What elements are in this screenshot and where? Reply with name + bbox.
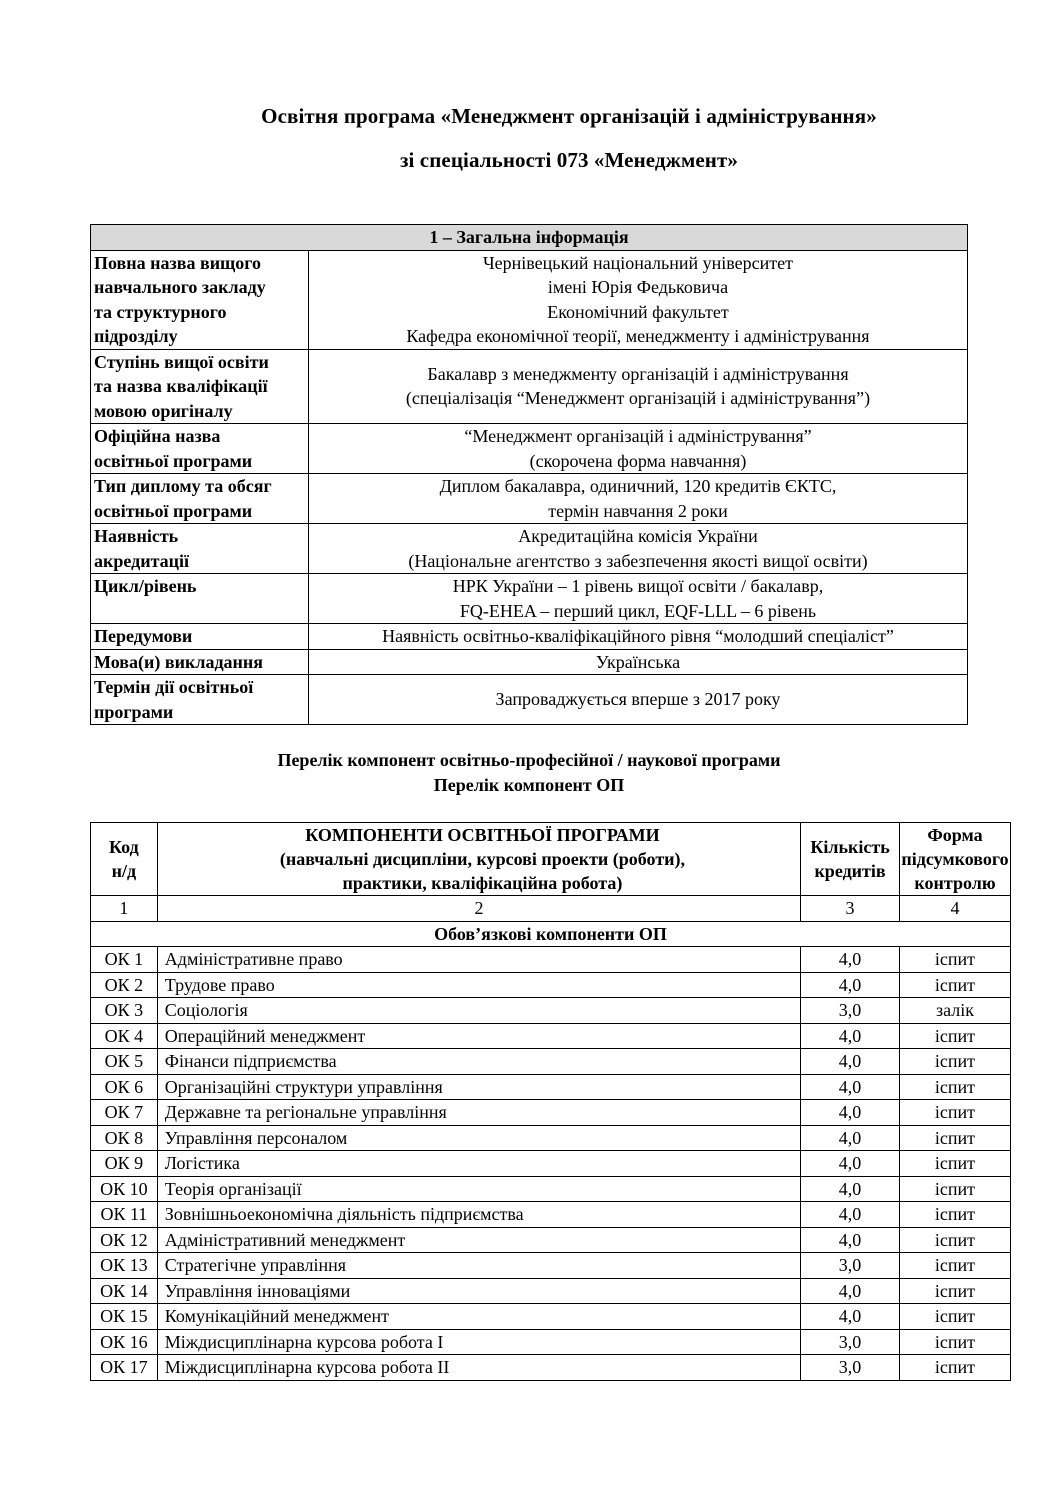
general-info-label xyxy=(91,424,309,474)
general-info-label xyxy=(91,574,309,624)
component-control-form: іспит xyxy=(899,1304,1010,1330)
component-credits: 4,0 xyxy=(801,1100,900,1126)
component-control-form: іспит xyxy=(899,1100,1010,1126)
component-control-form: іспит xyxy=(899,947,1010,973)
table-row xyxy=(91,1049,1011,1075)
component-code: ОК 5 xyxy=(91,1049,158,1075)
value-line: Акредитаційна комісія України xyxy=(518,526,758,546)
component-control-form: залік xyxy=(899,998,1010,1024)
value-line: Наявність освітньо-кваліфікаційного рівня “молодший спеціаліст” xyxy=(382,626,894,646)
component-code: ОК 4 xyxy=(91,1023,158,1049)
component-code: ОК 11 xyxy=(91,1202,158,1228)
general-info-label xyxy=(91,675,309,725)
component-name: Адміністративний менеджмент xyxy=(157,1227,800,1253)
label-line: Наявність xyxy=(94,526,179,546)
label-line: навчального закладу xyxy=(94,277,266,297)
general-info-label xyxy=(91,474,309,524)
general-info-value xyxy=(309,574,968,624)
general-info-value xyxy=(309,649,968,675)
general-info-value xyxy=(309,424,968,474)
component-credits: 4,0 xyxy=(801,1023,900,1049)
component-name: Державне та регіональне управління xyxy=(157,1100,800,1126)
component-code: ОК 9 xyxy=(91,1151,158,1177)
column-number: 3 xyxy=(801,896,900,922)
general-info-row xyxy=(91,675,968,725)
header-line: КОМПОНЕНТИ ОСВІТНЬОЇ ПРОГРАМИ xyxy=(305,825,660,845)
value-line: FQ-EHEA – перший цикл, EQF-LLL – 6 рівень xyxy=(459,600,817,621)
component-control-form: іспит xyxy=(899,1202,1010,1228)
section-row xyxy=(91,921,1011,947)
document-subtitle: зі спеціальності 073 «Менеджмент» xyxy=(399,148,739,172)
general-info-row xyxy=(91,424,968,474)
label-line: акредитації xyxy=(94,550,190,571)
value-line: імені Юрія Федьковича xyxy=(547,277,729,297)
component-name: Управління персоналом xyxy=(157,1125,800,1151)
component-control-form: іспит xyxy=(899,1253,1010,1279)
component-control-form: іспит xyxy=(899,1074,1010,1100)
value-line: Економічний факультет xyxy=(547,301,729,322)
component-name: Організаційні структури управління xyxy=(157,1074,800,1100)
component-name: Трудове право xyxy=(157,972,800,998)
component-credits: 4,0 xyxy=(801,947,900,973)
component-code: ОК 17 xyxy=(91,1355,158,1381)
header-line: контролю xyxy=(914,873,996,893)
component-name: Операційний менеджмент xyxy=(157,1023,800,1049)
general-info-value xyxy=(309,474,968,524)
general-info-header-row xyxy=(91,225,968,251)
table-row xyxy=(91,947,1011,973)
general-info-label xyxy=(91,624,309,650)
component-credits: 4,0 xyxy=(801,1278,900,1304)
component-control-form: іспит xyxy=(899,1176,1010,1202)
label-line: Ступінь вищої освіти xyxy=(94,351,269,372)
component-code: ОК 12 xyxy=(91,1227,158,1253)
header-line: Кількість xyxy=(810,837,890,857)
general-info-row xyxy=(91,349,968,424)
label-line: та структурного xyxy=(94,301,227,322)
label-line: Офіційна назва xyxy=(94,426,221,446)
general-info-label xyxy=(91,250,309,349)
component-credits: 4,0 xyxy=(801,1202,900,1228)
component-code: ОК 16 xyxy=(91,1329,158,1355)
component-name: Адміністративне право xyxy=(157,947,800,973)
component-code: ОК 1 xyxy=(91,947,158,973)
component-name: Теорія організації xyxy=(157,1176,800,1202)
table-row xyxy=(91,1227,1011,1253)
component-code: ОК 10 xyxy=(91,1176,158,1202)
header-line: підсумкового xyxy=(901,849,1009,869)
label-line: Цикл/рівень xyxy=(94,576,197,596)
component-code: ОК 3 xyxy=(91,998,158,1024)
header-line: практики, кваліфікаційна робота) xyxy=(342,873,623,893)
component-control-form: іспит xyxy=(899,1049,1010,1075)
value-line: (скорочена форма навчання) xyxy=(529,450,747,471)
header-components xyxy=(157,823,800,896)
column-number: 4 xyxy=(899,896,1010,922)
value-line: НРК України – 1 рівень вищої освіти / бакалавр, xyxy=(452,576,824,596)
column-number: 2 xyxy=(157,896,800,922)
section-title: Обов’язкові компоненти ОП xyxy=(91,921,1011,947)
general-info-header: 1 – Загальна інформація xyxy=(91,225,968,251)
table-row xyxy=(91,1355,1011,1381)
header-line: (навчальні дисципліни, курсові проекти (роботи), xyxy=(279,849,686,869)
component-credits: 3,0 xyxy=(801,998,900,1024)
value-line: “Менеджмент організацій і адміністрування” xyxy=(464,426,812,446)
label-line: підрозділу xyxy=(94,326,178,346)
general-info-label xyxy=(91,524,309,574)
component-control-form: іспит xyxy=(899,972,1010,998)
table-row xyxy=(91,1125,1011,1151)
header-line: н/д xyxy=(111,861,137,881)
label-line: програми xyxy=(94,701,174,722)
component-credits: 3,0 xyxy=(801,1253,900,1279)
component-control-form: іспит xyxy=(899,1329,1010,1355)
component-name: Міждисциплінарна курсова робота ІІ xyxy=(157,1355,800,1381)
component-code: ОК 8 xyxy=(91,1125,158,1151)
general-info-row xyxy=(91,574,968,624)
table-row xyxy=(91,1253,1011,1279)
value-line: Диплом бакалавра, одиничний, 120 кредитів ЄКТС, xyxy=(439,476,837,496)
component-credits: 3,0 xyxy=(801,1329,900,1355)
component-control-form: іспит xyxy=(899,1355,1010,1381)
general-info-value xyxy=(309,349,968,424)
label-line: Мова(и) викладання xyxy=(94,651,264,672)
general-info-value xyxy=(309,624,968,650)
label-line: мовою оригіналу xyxy=(94,400,233,421)
component-code: ОК 14 xyxy=(91,1278,158,1304)
label-line: освітньої програми xyxy=(94,450,253,471)
header-line: кредитів xyxy=(814,861,886,881)
column-numbers-row xyxy=(91,896,1011,922)
general-info-row xyxy=(91,524,968,574)
value-line: (Національне агентство з забезпечення якості вищої освіти) xyxy=(408,550,868,571)
table-row xyxy=(91,1100,1011,1126)
component-control-form: іспит xyxy=(899,1227,1010,1253)
component-credits: 3,0 xyxy=(801,1355,900,1381)
header-control-form xyxy=(899,823,1010,896)
header-code xyxy=(91,823,158,896)
value-line: Бакалавр з менеджменту організацій і адміністрування xyxy=(427,363,849,384)
table-row xyxy=(91,1023,1011,1049)
header-line: Форма xyxy=(927,825,983,845)
label-line: освітньої програми xyxy=(94,500,253,521)
label-line xyxy=(94,599,308,624)
table-row xyxy=(91,1151,1011,1177)
component-credits: 4,0 xyxy=(801,1176,900,1202)
value-line: Запроваджується вперше з 2017 року xyxy=(495,689,781,710)
column-number: 1 xyxy=(91,896,158,922)
component-credits: 4,0 xyxy=(801,1151,900,1177)
document-title: Освітня програма «Менеджмент організацій і адміністрування» xyxy=(261,104,877,128)
general-info-row xyxy=(91,624,968,650)
label-line: Тип диплому та обсяг xyxy=(94,476,272,496)
component-credits: 4,0 xyxy=(801,1125,900,1151)
value-line: Українська xyxy=(595,651,681,672)
value-line: Кафедра економічної теорії, менеджменту і адміністрування xyxy=(406,326,870,346)
general-info-value xyxy=(309,675,968,725)
component-name: Управління інноваціями xyxy=(157,1278,800,1304)
value-line: (спеціалізація “Менеджмент організацій і адміністрування”) xyxy=(405,388,871,409)
components-table xyxy=(90,822,1011,1381)
label-line: Передумови xyxy=(94,626,193,646)
component-name: Міждисциплінарна курсова робота І xyxy=(157,1329,800,1355)
general-info-row xyxy=(91,649,968,675)
component-control-form: іспит xyxy=(899,1278,1010,1304)
component-code: ОК 15 xyxy=(91,1304,158,1330)
table-row xyxy=(91,1074,1011,1100)
general-info-label xyxy=(91,349,309,424)
table-row xyxy=(91,1329,1011,1355)
component-code: ОК 7 xyxy=(91,1100,158,1126)
table-row xyxy=(91,1176,1011,1202)
component-name: Комунікаційний менеджмент xyxy=(157,1304,800,1330)
label-line: та назва кваліфікації xyxy=(94,376,268,396)
component-credits: 4,0 xyxy=(801,1049,900,1075)
components-header-row xyxy=(91,823,1011,896)
component-control-form: іспит xyxy=(899,1023,1010,1049)
component-credits: 4,0 xyxy=(801,1227,900,1253)
component-name: Фінанси підприємства xyxy=(157,1049,800,1075)
value-line: термін навчання 2 роки xyxy=(548,500,728,521)
general-info-row xyxy=(91,250,968,349)
component-name: Зовнішньоекономічна діяльність підприємства xyxy=(157,1202,800,1228)
table-row xyxy=(91,972,1011,998)
value-line: Чернівецький національний університет xyxy=(482,252,794,273)
label-line: Повна назва вищого xyxy=(94,252,261,273)
table-row xyxy=(91,998,1011,1024)
component-code: ОК 6 xyxy=(91,1074,158,1100)
component-name: Логістика xyxy=(157,1151,800,1177)
general-info-label xyxy=(91,649,309,675)
header-credits xyxy=(801,823,900,896)
components-list-heading: Перелік компонент освітньо-професійної / наукової програми xyxy=(277,750,781,770)
general-info-value xyxy=(309,524,968,574)
component-code: ОК 2 xyxy=(91,972,158,998)
component-credits: 4,0 xyxy=(801,972,900,998)
table-row xyxy=(91,1304,1011,1330)
component-control-form: іспит xyxy=(899,1125,1010,1151)
table-row xyxy=(91,1278,1011,1304)
table-row xyxy=(91,1202,1011,1228)
component-control-form: іспит xyxy=(899,1151,1010,1177)
label-line: Термін дії освітньої xyxy=(94,677,254,697)
general-info-table xyxy=(90,224,968,725)
component-credits: 4,0 xyxy=(801,1304,900,1330)
general-info-value xyxy=(309,250,968,349)
component-code: ОК 13 xyxy=(91,1253,158,1279)
component-credits: 4,0 xyxy=(801,1074,900,1100)
components-list-subheading: Перелік компонент ОП xyxy=(433,775,625,795)
component-name: Соціологія xyxy=(157,998,800,1024)
component-name: Стратегічне управління xyxy=(157,1253,800,1279)
header-line: Код xyxy=(109,837,139,857)
general-info-row xyxy=(91,474,968,524)
